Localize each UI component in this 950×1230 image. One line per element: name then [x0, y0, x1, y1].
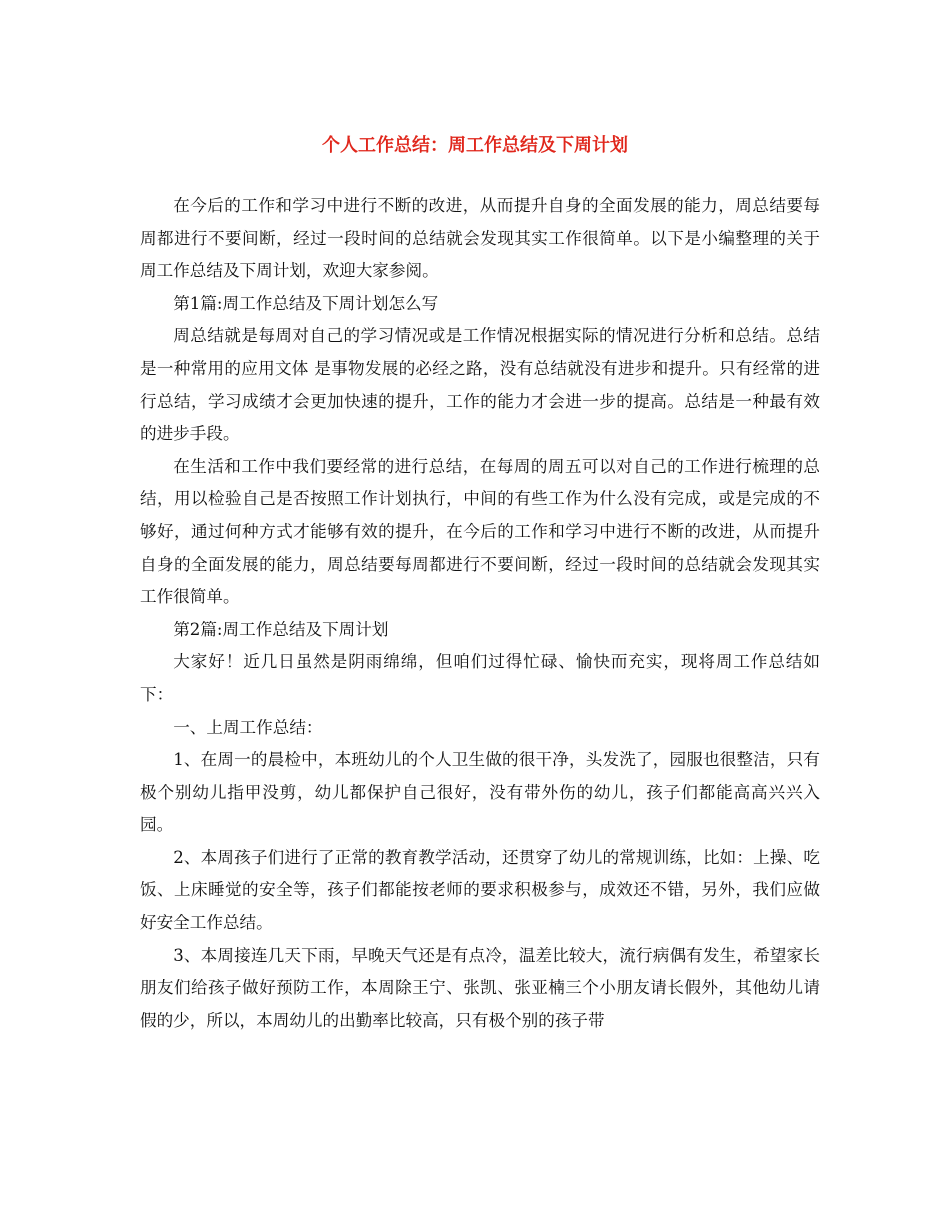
section-heading-2: 第2篇:周工作总结及下周计划 — [173, 619, 389, 639]
document-title: 个人工作总结：周工作总结及下周计划 — [322, 135, 628, 157]
body-paragraph: 周总结就是每周对自己的学习情况或是工作情况根据实际的情况进行分析和总结。总结是一种常用的应用文体 是事物发展的必经之路，没有总结就没有进步和提升。只有经常的进行总结，学习成绩才会更加快速的提升，工作的能力才会进一步的提高。总结是一种最有效的进步手段。 — [140, 326, 820, 444]
section-heading-1: 第1篇:周工作总结及下周计划怎么写 — [173, 293, 439, 313]
list-item-paragraph: 2、本周孩子们进行了正常的教育教学活动，还贯穿了幼儿的常规训练，比如：上操、吃饭、上床睡觉的安全等，孩子们都能按老师的要求积极参与，成效还不错，另外，我们应做好安全工作总结。 — [140, 847, 820, 933]
body-paragraph: 在生活和工作中我们要经常的进行总结，在每周的周五可以对自己的工作进行梳理的总结，用以检验自己是否按照工作计划执行，中间的有些工作为什么没有完成，或是完成的不够好，通过何种方式才能够有效的提升，在今后的工作和学习中进行不断的改进，从而提升自身的全面发展的能力，周总结要每周都进行不要间断，经过一段时间的总结就会发现其实工作很简单。 — [140, 456, 820, 607]
list-item-paragraph: 1、在周一的晨检中，本班幼儿的个人卫生做的很干净，头发洗了，园服也很整洁，只有极个别幼儿指甲没剪，幼儿都保护自己很好，没有带外伤的幼儿，孩子们都能高高兴兴入园。 — [140, 750, 820, 835]
list-item-paragraph: 3、本周接连几天下雨，早晚天气还是有点冷，温差比较大，流行病偶有发生，希望家长朋友们给孩子做好预防工作，本周除王宁、张凯、张亚楠三个小朋友请长假外，其他幼儿请假的少，所以，本周幼儿的出勤率比较高，只有极个别的孩子带 — [140, 945, 820, 1030]
document-body — [140, 190, 820, 1037]
intro-paragraph: 在今后的工作和学习中进行不断的改进，从而提升自身的全面发展的能力，周总结要每周都进行不要间断，经过一段时间的总结就会发现其实工作很简单。以下是小编整理的关于周工作总结及下周计划，欢迎大家参阅。 — [140, 196, 820, 281]
body-paragraph: 大家好！近几日虽然是阴雨绵绵，但咱们过得忙碌、愉快而充实，现将周工作总结如下： — [140, 652, 820, 704]
subsection-heading: 一、上周工作总结： — [173, 717, 323, 737]
